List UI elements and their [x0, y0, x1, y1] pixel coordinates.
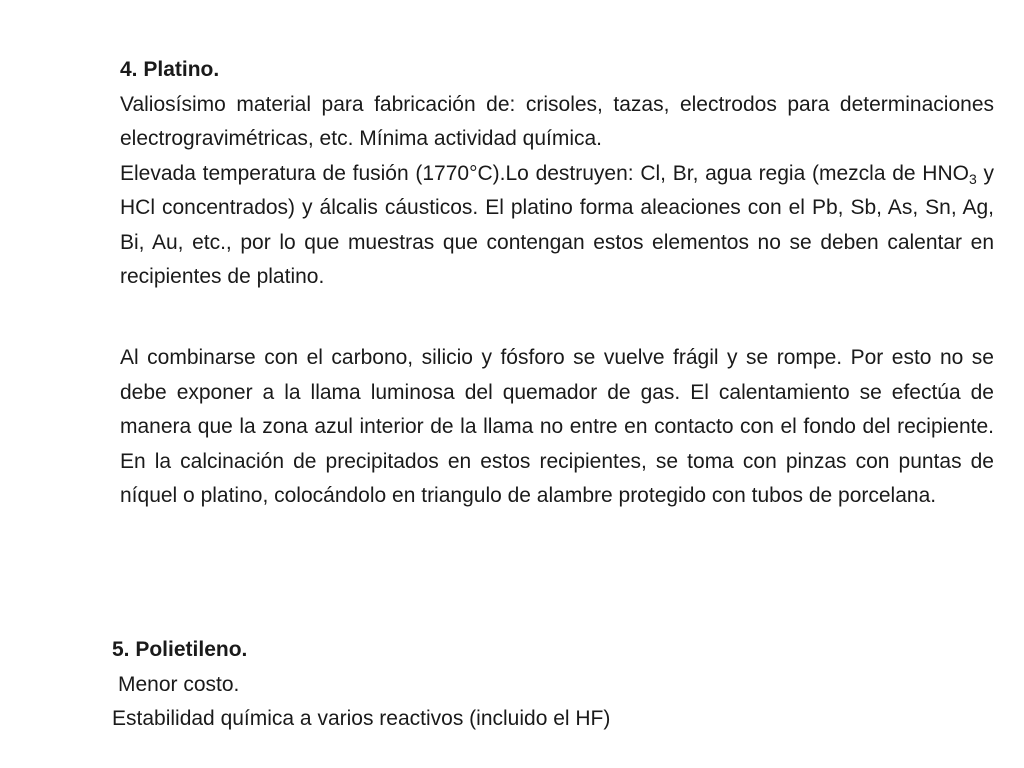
- paragraph-platino-handling: Al combinarse con el carbono, silicio y fósforo se vuelve frágil y se rompe. Por esto no se debe exponer a la llama luminosa del quemador de gas. El calentamiento se efectúa de manera que la zona azul interior de la llama no entre en contacto con el fondo del recipiente. En la calcinación de precipitados en estos recipientes, se toma con pinzas con puntas de níquel o platino, colocándolo en triangulo de alambre protegido con tubos de porcelana.: [120, 346, 994, 507]
- line-estabilidad-quimica: Estabilidad química a varios reactivos (incluido el HF): [112, 707, 611, 730]
- section-heading-polietileno: 5. Polietileno.: [112, 638, 248, 661]
- section-polietileno: [112, 633, 992, 737]
- line-menor-costo: Menor costo.: [118, 672, 240, 696]
- paragraph-platino-uses: Valiosísimo material para fabricación de: crisoles, tazas, electrodos para determinaciones electrogravimétricas, etc. Mínima actividad química.: [120, 92, 994, 150]
- paragraph-platino-melting-part2: y HCl concentrados) y álcalis cáusticos. El platino forma aleaciones con el Pb, Sb, As, Sn, Ag, Bi, Au, etc., por lo que muestras que contengan estos elementos no se deben calentar en recipientes de platino.: [120, 161, 994, 288]
- subscript-3: 3: [968, 170, 977, 187]
- section-platino: [120, 53, 994, 295]
- paragraph-platino-melting: [120, 157, 994, 295]
- section-heading-platino: 4. Platino.: [120, 58, 220, 81]
- paragraph-platino-melting-part1: Elevada temperatura de fusión (1770°C).Lo destruyen: Cl, Br, agua regia (mezcla de HNO: [120, 161, 969, 185]
- section-platino-continued: [120, 341, 994, 514]
